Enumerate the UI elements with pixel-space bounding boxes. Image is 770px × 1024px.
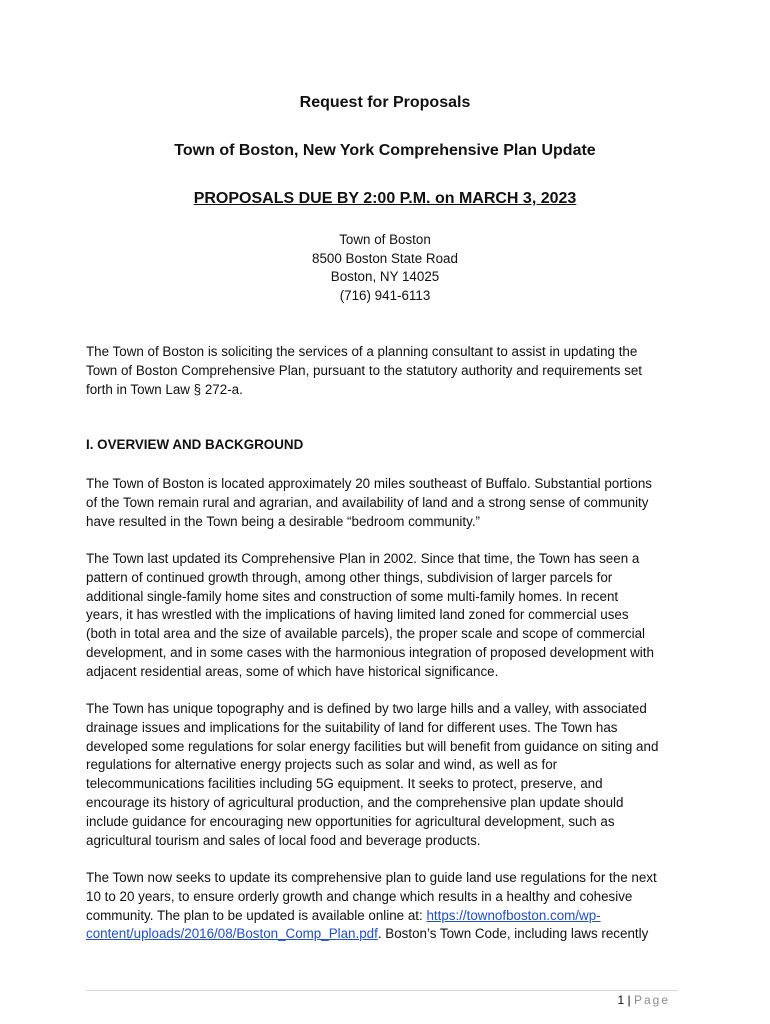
overview-paragraph-1 (86, 475, 686, 531)
overview-paragraph-4 (86, 869, 686, 944)
text-line: years, it has wrestled with the implications of having limited land zoned for commercial uses (86, 607, 629, 623)
text-line: The Town of Boston is located approximately 20 miles southeast of Buffalo. Substantial portions (86, 476, 652, 491)
text-line: telecommunications facilities including 5G equipment. It seeks to protect, preserve, and (86, 776, 603, 792)
page-number: 1 (617, 993, 625, 1007)
address-block (0, 231, 770, 305)
footer-divider (86, 990, 678, 991)
text-line: additional single-family home sites and construction of some multi-family homes. In recent (86, 588, 619, 604)
text-line: agricultural tourism and sales of local food and beverage products. (86, 832, 481, 848)
text-line: 10 to 20 years, to ensure orderly growth and change which results in a healthy and cohesive (86, 888, 633, 904)
proposal-due-date: PROPOSALS DUE BY 2:00 P.M. on MARCH 3, 2023 (193, 190, 577, 207)
text-line: (both in total area and the size of available parcels), the proper scale and scope of commercial (86, 626, 645, 642)
footer-separator: | (627, 993, 631, 1007)
text-line (86, 925, 686, 944)
page-label: Page (633, 993, 670, 1007)
overview-paragraph-2 (86, 550, 686, 682)
text-line: The Town of Boston is soliciting the services of a planning consultant to assist in updating the (86, 344, 638, 359)
text-line: pattern of continued growth through, among other things, subdivision of larger parcels for (86, 569, 613, 585)
section-heading-overview: I. OVERVIEW AND BACKGROUND (86, 437, 304, 452)
comprehensive-plan-link-part-1[interactable]: https://townofboston.com/wp- (426, 907, 601, 923)
page-footer (617, 993, 670, 1007)
text-line: forth in Town Law § 272-a. (86, 381, 243, 397)
address-line-city: Boston, NY 14025 (330, 269, 440, 285)
text-segment: community. The plan to be updated is available online at: (86, 907, 427, 923)
intro-paragraph (86, 343, 686, 399)
overview-paragraph-3 (86, 700, 686, 850)
text-line: encourage its history of agricultural production, and the comprehensive plan update should (86, 794, 624, 810)
text-line: regulations for alternative energy projects such as solar and wind, as well as for (86, 757, 558, 773)
text-line: adjacent residential areas, some of which have historical significance. (86, 663, 499, 679)
text-line: of the Town remain rural and agrarian, and availability of land and a strong sense of community (86, 494, 649, 510)
address-line-street: 8500 Boston State Road (312, 250, 458, 266)
text-line: development, and in some cases with the harmonious integration of proposed development with (86, 644, 654, 660)
text-line: drainage issues and implications for the suitability of land for different uses. The Town has (86, 719, 618, 735)
document-subtitle: Town of Boston, New York Comprehensive Plan Update (174, 142, 596, 159)
document-title: Request for Proposals (299, 94, 471, 111)
address-line-name: Town of Boston (339, 232, 431, 247)
text-line: include guidance for encouraging new opportunities for agricultural development, such as (86, 813, 615, 829)
text-line (86, 907, 686, 926)
comprehensive-plan-link-part-2[interactable]: content/uploads/2016/08/Boston_Comp_Plan.pdf (86, 926, 378, 942)
text-line: developed some regulations for solar energy facilities but will benefit from guidance on siting and (86, 738, 659, 754)
text-line: The Town last updated its Comprehensive Plan in 2002. Since that time, the Town has seen a (86, 551, 640, 566)
address-line-phone: (716) 941-6113 (339, 287, 431, 303)
text-line: Town of Boston Comprehensive Plan, pursuant to the statutory authority and requirements set (86, 362, 643, 378)
text-line: have resulted in the Town being a desirable “bedroom community.” (86, 513, 480, 529)
text-segment: . Boston’s Town Code, including laws recently (377, 926, 649, 942)
text-line: The Town now seeks to update its comprehensive plan to guide land use regulations for the next (86, 870, 657, 885)
text-line: The Town has unique topography and is defined by two large hills and a valley, with associated (86, 701, 647, 716)
